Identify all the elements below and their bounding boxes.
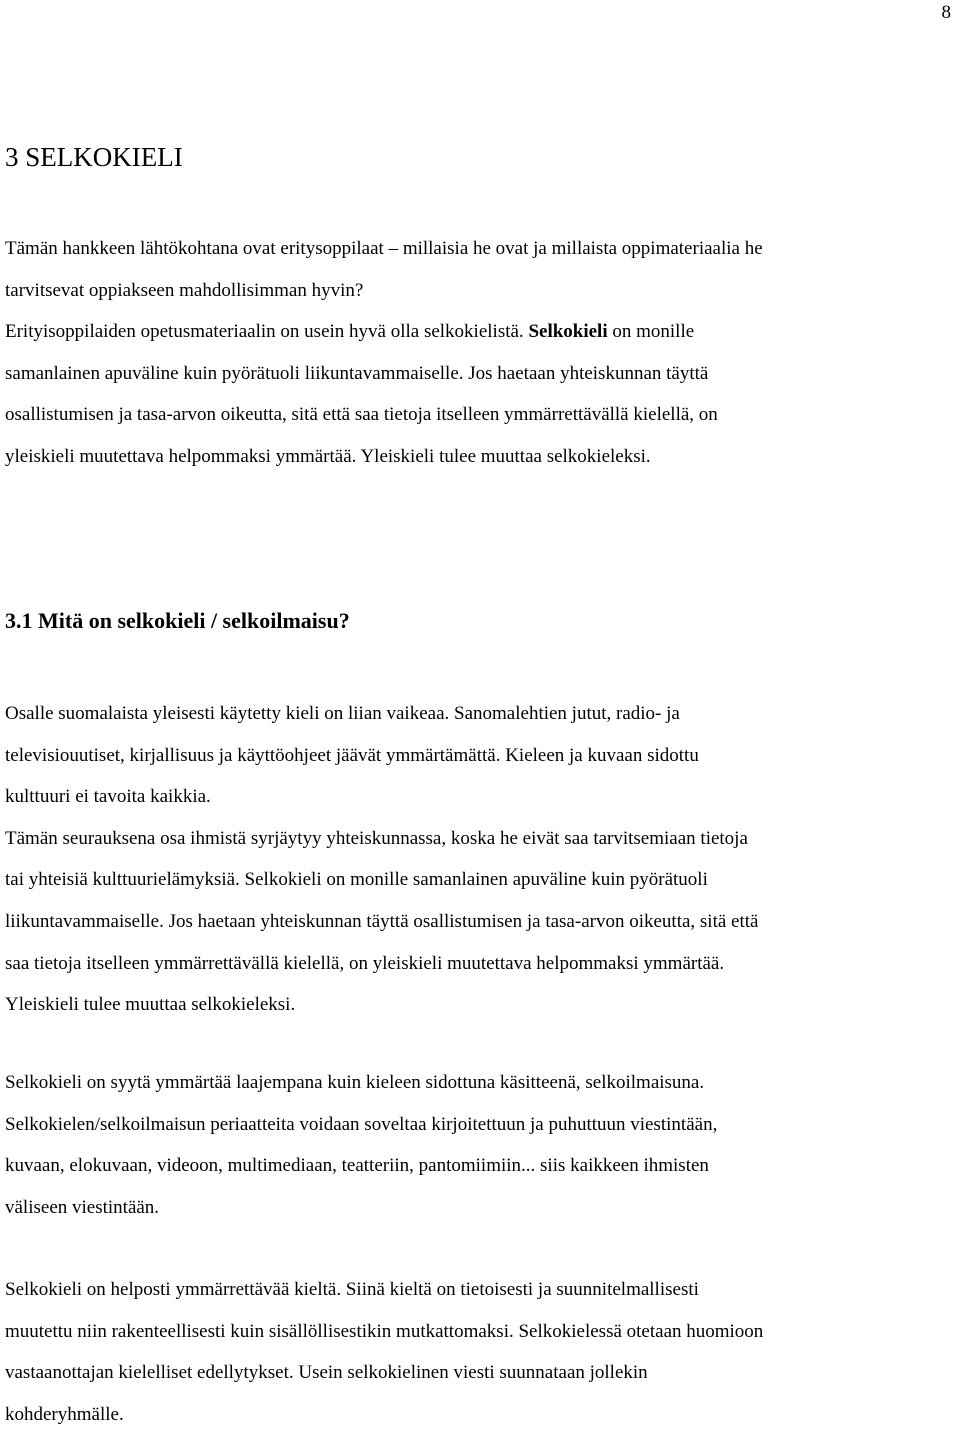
intro-paragraph xyxy=(5,228,955,478)
section-1-paragraph xyxy=(5,693,955,1026)
s1-line-3: kulttuuri ei tavoita kaikkia. xyxy=(5,786,211,808)
s3-line-3: vastaanottajan kielelliset edellytykset. Usein selkokielinen viesti suunnataan jollekin xyxy=(5,1362,648,1384)
s3-line-4: kohderyhmälle. xyxy=(5,1403,124,1425)
intro-line-5: osallistumisen ja tasa-arvon oikeutta, sitä että saa tietoja itselleen ymmärrettävällä kielellä, on xyxy=(5,404,718,426)
section-2-paragraph xyxy=(5,1062,955,1228)
intro-line-6: yleiskieli muutettava helpommaksi ymmärtää. Yleiskieli tulee muuttaa selkokieleksi. xyxy=(5,445,651,467)
s1-line-6: liikuntavammaiselle. Jos haetaan yhteiskunnan täyttä osallistumisen ja tasa-arvon oikeutta, sitä että xyxy=(5,910,759,932)
intro-line-2: tarvitsevat oppiakseen mahdollisimman hyvin? xyxy=(5,279,364,301)
intro-line-3-text: Erityisoppilaiden opetusmateriaalin on usein hyvä olla selkokielistä. xyxy=(5,321,529,343)
s1-line-5: tai yhteisiä kulttuurielämyksiä. Selkokieli on monille samanlainen apuväline kuin pyörätuoli xyxy=(5,869,708,891)
intro-line-1: Tämän hankkeen lähtökohtana ovat eritysoppilaat – millaisia he ovat ja millaista oppimateriaalia he xyxy=(5,238,763,259)
s1-line-4: Tämän seurauksena osa ihmistä syrjäytyy yhteiskunnassa, koska he eivät saa tarvitsemiaan tietoja xyxy=(5,827,748,849)
s1-line-7: saa tietoja itselleen ymmärrettävällä kielellä, on yleiskieli muutettava helpommaksi ymmärtää. xyxy=(5,952,725,974)
intro-line-3-tail: on monille xyxy=(607,321,695,343)
s2-line-3: kuvaan, elokuvaan, videoon, multimediaan, teatteriin, pantomiimiin... siis kaikkeen ihmisten xyxy=(5,1155,709,1177)
page-number: 8 xyxy=(941,2,951,23)
intro-line-3 xyxy=(5,311,955,353)
selkokieli-bold-term: Selkokieli xyxy=(528,321,608,343)
s1-line-2: televisiouutiset, kirjallisuus ja käyttöohjeet jäävät ymmärtämättä. Kieleen ja kuvaan sidottu xyxy=(5,744,699,766)
s3-line-2: muutettu niin rakenteellisesti kuin sisällöllisestikin mutkattomaksi. Selkokielessä otetaan huomioon xyxy=(5,1320,764,1342)
s3-line-1: Selkokieli on helposti ymmärrettävää kieltä. Siinä kieltä on tietoisesti ja suunnitelmallisesti xyxy=(5,1279,699,1300)
s2-line-4: väliseen viestintään. xyxy=(5,1196,160,1218)
s1-line-1: Osalle suomalaista yleisesti käytetty kieli on liian vaikeaa. Sanomalehtien jutut, radio- ja xyxy=(5,703,680,724)
intro-line-4: samanlainen apuväline kuin pyörätuoli liikuntavammaiselle. Jos haetaan yhteiskunnan täyttä xyxy=(5,362,709,384)
s2-line-2: Selkokielen/selkoilmaisun periaatteita voidaan soveltaa kirjoitettuun ja puhuttuun viestintään, xyxy=(5,1113,718,1135)
chapter-title: 3 SELKOKIELI xyxy=(5,142,183,172)
section-3-paragraph xyxy=(5,1269,955,1435)
section-title: 3.1 Mitä on selkokieli / selkoilmaisu? xyxy=(5,608,350,633)
s1-line-8: Yleiskieli tulee muuttaa selkokieleksi. xyxy=(5,994,296,1016)
s2-line-1: Selkokieli on syytä ymmärtää laajempana kuin kieleen sidottuna käsitteenä, selkoilmaisuna. xyxy=(5,1072,705,1093)
